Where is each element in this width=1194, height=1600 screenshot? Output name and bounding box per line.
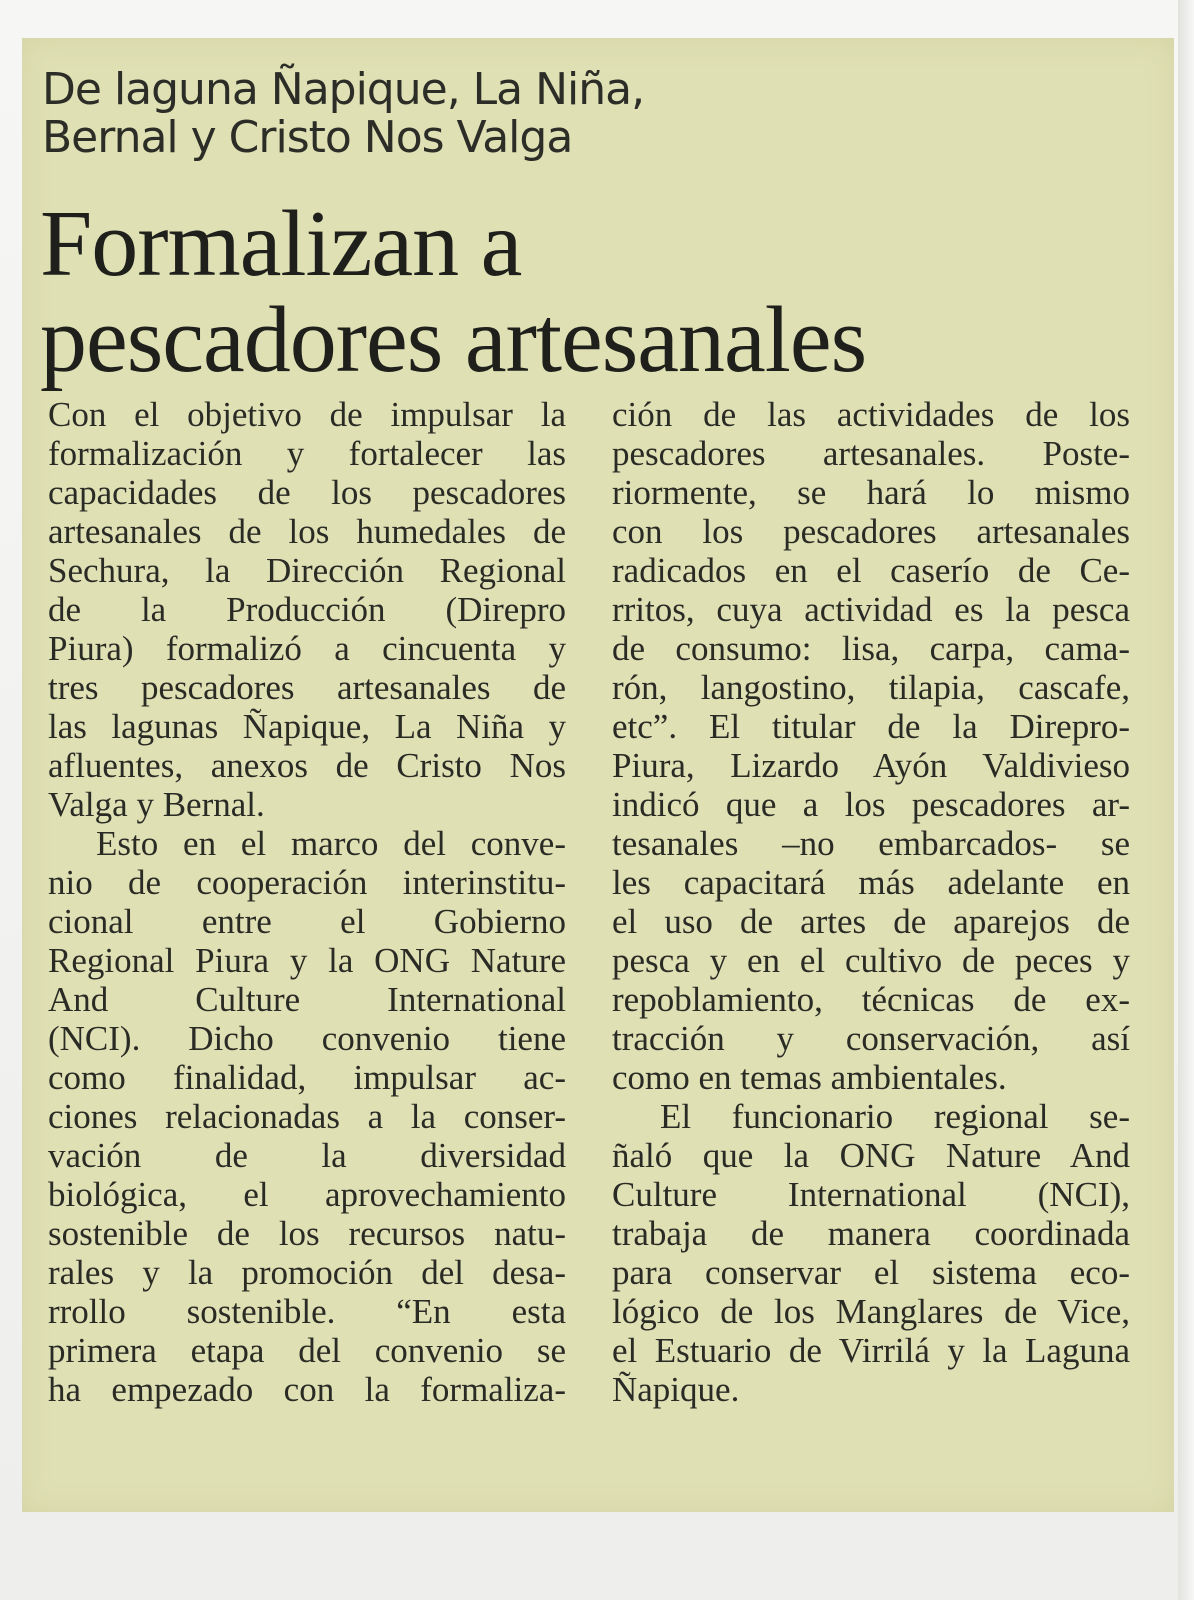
body-line: (NCI). Dicho convenio tiene <box>48 1019 566 1058</box>
body-line: rrollo sostenible. “En esta <box>48 1292 566 1331</box>
body-line: afluentes, anexos de Cristo Nos <box>48 746 566 785</box>
body-line: Valga y Bernal. <box>48 785 265 824</box>
article-kicker <box>42 66 1122 162</box>
body-line: con los pescadores artesanales <box>612 512 1130 551</box>
body-line: las lagunas Ñapique, La Niña y <box>48 707 566 746</box>
body-line: primera etapa del convenio se <box>48 1331 566 1370</box>
body-line: Regional Piura y la ONG Nature <box>48 941 566 980</box>
body-line: tracción y conservación, así <box>612 1019 1130 1058</box>
body-line: tesanales –no embarcados- se <box>612 824 1130 863</box>
page-edge <box>1178 0 1194 1600</box>
body-line: el Estuario de Virrilá y la Laguna <box>612 1331 1130 1370</box>
body-line: como finalidad, impulsar ac- <box>48 1058 566 1097</box>
body-line: ha empezado con la formaliza- <box>48 1370 566 1409</box>
body-line: trabaja de manera coordinada <box>612 1214 1130 1253</box>
body-line: rritos, cuya actividad es la pesca <box>612 590 1130 629</box>
body-line: capacidades de los pescadores <box>48 473 566 512</box>
body-line: nio de cooperación interinstitu- <box>48 863 566 902</box>
body-line: para conservar el sistema eco- <box>612 1253 1130 1292</box>
body-line: pescadores artesanales. Poste- <box>612 434 1130 473</box>
body-line: Esto en el marco del conve- <box>96 824 566 863</box>
body-line: sostenible de los recursos natu- <box>48 1214 566 1253</box>
body-line: rón, langostino, tilapia, cascafe, <box>612 668 1130 707</box>
body-line: El funcionario regional se- <box>660 1097 1130 1136</box>
body-line: riormente, se hará lo mismo <box>612 473 1130 512</box>
kicker-line: Bernal y Cristo Nos Valga <box>42 112 573 163</box>
article-column-left <box>48 395 566 1409</box>
body-line: el uso de artes de aparejos de <box>612 902 1130 941</box>
body-line: vación de la diversidad <box>48 1136 566 1175</box>
kicker-line: De laguna Ñapique, La Niña, <box>42 64 645 115</box>
body-line: ñaló que la ONG Nature And <box>612 1136 1130 1175</box>
body-line: tres pescadores artesanales de <box>48 668 566 707</box>
body-line: Ñapique. <box>612 1370 740 1409</box>
body-line: artesanales de los humedales de <box>48 512 566 551</box>
body-line: Sechura, la Dirección Regional <box>48 551 566 590</box>
body-line: biológica, el aprovechamiento <box>48 1175 566 1214</box>
body-line: formalización y fortalecer las <box>48 434 566 473</box>
body-line: como en temas ambientales. <box>612 1058 1007 1097</box>
body-line: les capacitará más adelante en <box>612 863 1130 902</box>
body-line: pesca y en el cultivo de peces y <box>612 941 1130 980</box>
article-headline <box>40 192 1140 392</box>
body-line: radicados en el caserío de Ce- <box>612 551 1130 590</box>
body-line: cional entre el Gobierno <box>48 902 566 941</box>
body-line: de la Producción (Direpro <box>48 590 566 629</box>
headline-line: Formalizan a <box>40 192 522 296</box>
body-line: Con el objetivo de impulsar la <box>48 395 566 434</box>
body-line: de consumo: lisa, carpa, cama- <box>612 629 1130 668</box>
body-line: Piura, Lizardo Ayón Valdivieso <box>612 746 1130 785</box>
body-line: repoblamiento, técnicas de ex- <box>612 980 1130 1019</box>
body-line: And Culture International <box>48 980 566 1019</box>
body-line: rales y la promoción del desa- <box>48 1253 566 1292</box>
body-line: etc”. El titular de la Direpro- <box>612 707 1130 746</box>
headline-line: pescadores artesanales <box>40 288 867 392</box>
body-line: Culture International (NCI), <box>612 1175 1130 1214</box>
body-line: Piura) formalizó a cincuenta y <box>48 629 566 668</box>
body-line: lógico de los Manglares de Vice, <box>612 1292 1130 1331</box>
body-line: indicó que a los pescadores ar- <box>612 785 1130 824</box>
article-column-right <box>612 395 1130 1409</box>
body-line: ciones relacionadas a la conser- <box>48 1097 566 1136</box>
body-line: ción de las actividades de los <box>612 395 1130 434</box>
